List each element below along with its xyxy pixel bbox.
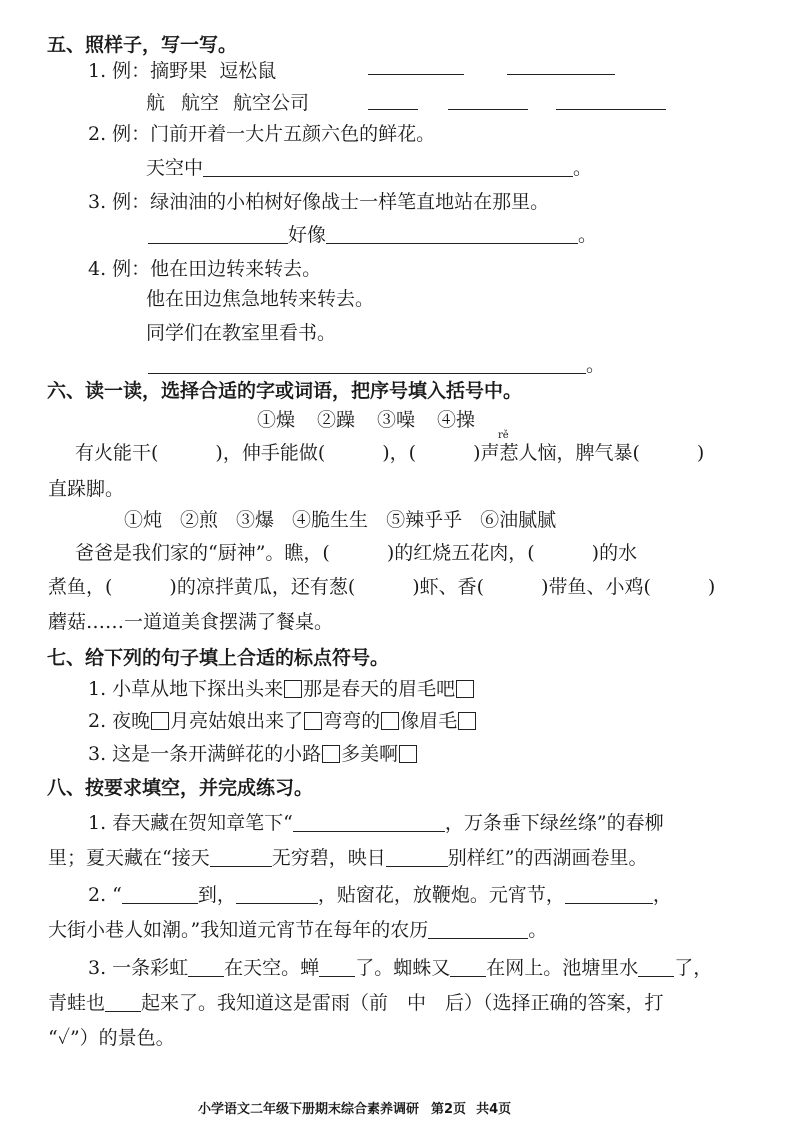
s5-q3-blank-2[interactable] <box>326 223 578 244</box>
s5-q4-example <box>88 256 321 282</box>
s6-option2-5: ⑤辣乎乎 <box>386 509 463 531</box>
s7-s1-part-a: 1. 小草从地下探出头来 <box>88 678 284 700</box>
s8-q3-part-c: 了。蜘蛛又 <box>355 957 451 979</box>
section-7-heading: 七、给下列的句子填上合适的标点符号。 <box>47 647 390 669</box>
s7-s1-box-1[interactable] <box>284 680 302 698</box>
s6-option2-3: ③爆 <box>236 509 275 531</box>
s8-q1-part-e: 别样红”的西湖画卷里。 <box>447 847 648 869</box>
s5-q4-line1: 他在田边转来转去。 <box>150 258 322 280</box>
s8-q2-line-1 <box>88 882 672 908</box>
s6-options-1 <box>257 407 475 433</box>
s8-q3-blank-4[interactable] <box>638 956 674 977</box>
s5-q1-example <box>88 58 276 84</box>
s5-q4-end: 。 <box>586 354 606 376</box>
s5-q2-end: 。 <box>573 157 593 179</box>
s5-q1-ex1: 摘野果 <box>150 60 208 82</box>
s5-q4-blank[interactable] <box>148 353 586 374</box>
s6-p1-re: 惹 <box>499 442 519 464</box>
s5-q1-label: 1. 例： <box>88 60 151 82</box>
s8-q1-blank-3[interactable] <box>386 846 448 867</box>
s8-q1-line-2 <box>48 845 647 871</box>
s5-q1-blank-4[interactable] <box>448 108 528 110</box>
s7-s3-part-b: 多美啊 <box>341 743 399 765</box>
s8-q1-part-c: 里；夏天藏在“接天 <box>48 847 210 869</box>
s6-p2-line-3: 蘑菇……一道道美食摆满了餐桌。 <box>48 611 334 633</box>
s5-q1-blank-3[interactable] <box>368 108 418 110</box>
s8-q2-part-f: 。 <box>528 919 548 941</box>
s8-q2-part-d: ， <box>652 884 672 906</box>
s8-q1-part-d: 无穷碧，映日 <box>271 847 386 869</box>
s5-q3-answer-line <box>148 222 597 248</box>
s8-q2-part-a: 2. “ <box>88 884 122 906</box>
s7-s2-part-d: 像眉毛 <box>400 710 458 732</box>
s6-p1-part-a: 有火能干( )，伸手能做( )，( )声 <box>75 442 500 464</box>
s5-q2-label: 2. 例： <box>88 123 151 145</box>
s5-q3-end: 。 <box>578 224 598 246</box>
s6-option2-1: ①炖 <box>124 509 163 531</box>
s5-q4-label: 4. 例： <box>88 258 151 280</box>
s6-option-4: ④操 <box>437 409 476 431</box>
s8-q3-part-f: 青蛙也 <box>48 992 106 1014</box>
s7-s2-part-c: 弯弯的 <box>323 710 381 732</box>
s6-p1-part-b: 人恼，脾气暴( ) <box>518 442 705 464</box>
s8-q3-part-g: 起来了。我知道这是雷雨（前 中 后）（选择正确的答案，打 <box>141 992 664 1014</box>
s6-option2-4: ④脆生生 <box>292 509 369 531</box>
s6-p2-line-2: 煮鱼，( )的凉拌黄瓜，还有葱( )虾、香( )带鱼、小鸡( ) <box>48 576 716 598</box>
s8-q2-line-2 <box>48 917 547 943</box>
footer-total: 共4页 <box>476 1102 512 1117</box>
s8-q2-part-c: ，贴窗花，放鞭炮。元宵节， <box>317 884 565 906</box>
s5-q2-text: 门前开着一大片五颜六色的鲜花。 <box>150 123 436 145</box>
s8-q1-part-b: ，万条垂下绿丝绦”的春柳 <box>444 812 664 834</box>
page-footer <box>198 1098 511 1117</box>
footer-title: 小学语文二年级下册期末综合素养调研 <box>198 1102 420 1117</box>
s8-q2-part-e: 大街小巷人如潮。”我知道元宵节在每年的农历 <box>48 919 429 941</box>
s5-q3-blank-1[interactable] <box>148 223 288 244</box>
s7-sentence-3 <box>88 741 418 767</box>
s8-q2-blank-1[interactable] <box>122 883 198 904</box>
s8-q3-part-a: 3. 一条彩虹 <box>88 957 189 979</box>
s8-q3-part-e: 了， <box>674 957 713 979</box>
s6-ruby-re: rě <box>498 430 509 441</box>
s5-q3-example <box>88 189 549 215</box>
s6-option-2: ②躁 <box>317 409 356 431</box>
s8-q1-blank-2[interactable] <box>210 846 272 867</box>
s8-q2-part-b: 到， <box>197 884 236 906</box>
s5-q4-line2: 他在田边焦急地转来转去。 <box>146 288 375 310</box>
s8-q3-part-b: 在天空。蝉 <box>224 957 320 979</box>
s7-s1-part-b: 那是春天的眉毛吧 <box>303 678 456 700</box>
s7-s3-box-1[interactable] <box>322 745 340 763</box>
s5-q1-ex2: 逗松鼠 <box>219 60 277 82</box>
s7-s3-part-a: 3. 这是一条开满鲜花的小路 <box>88 743 322 765</box>
s5-q1-blank-2[interactable] <box>507 73 615 75</box>
s8-q1-line-1 <box>88 810 664 836</box>
s5-q3-mid: 好像 <box>288 224 327 246</box>
s8-q3-blank-5[interactable] <box>105 991 141 1012</box>
s8-q2-blank-4[interactable] <box>428 918 528 939</box>
s8-q3-part-d: 在网上。池塘里水 <box>486 957 639 979</box>
s7-sentence-2 <box>88 708 477 734</box>
s5-q2-blank[interactable] <box>203 156 573 177</box>
s7-s2-box-2[interactable] <box>304 712 322 730</box>
s8-q3-blank-3[interactable] <box>450 956 486 977</box>
s8-q3-line-1 <box>88 955 712 981</box>
s8-q2-blank-3[interactable] <box>565 883 653 904</box>
s5-q1-row2c: 航空公司 <box>233 92 310 114</box>
s6-option-3: ③噪 <box>377 409 416 431</box>
section-8-heading: 八、按要求填空，并完成练习。 <box>47 777 314 799</box>
footer-page: 第2页 <box>431 1102 467 1117</box>
s6-paragraph-1 <box>75 440 704 466</box>
s7-s2-part-a: 2. 夜晚 <box>88 710 151 732</box>
s5-q1-blank-1[interactable] <box>368 73 464 75</box>
s6-p1-part-c: 直跺脚。 <box>48 478 125 500</box>
s8-q3-line-2 <box>48 990 664 1016</box>
s8-q1-blank-1[interactable] <box>293 811 445 832</box>
s5-q1-row2 <box>146 90 309 116</box>
s5-q1-blank-5[interactable] <box>556 108 666 110</box>
s6-option-1: ①燥 <box>257 409 296 431</box>
s8-q3-blank-1[interactable] <box>188 956 224 977</box>
s8-q3-line-3: “✓”）的景色。 <box>48 1027 175 1049</box>
s6-option2-2: ②煎 <box>180 509 219 531</box>
s5-q1-row2a: 航 <box>146 92 166 114</box>
s7-s2-box-3[interactable] <box>381 712 399 730</box>
s7-s1-box-2[interactable] <box>456 680 474 698</box>
s5-q4-answer-line <box>148 352 605 378</box>
s6-options-2 <box>124 507 556 533</box>
s5-q3-text: 绿油油的小柏树好像战士一样笔直地站在那里。 <box>150 191 550 213</box>
s8-q1-part-a: 1. 春天藏在贺知章笔下“ <box>88 812 293 834</box>
s5-q2-prompt: 天空中 <box>146 157 204 179</box>
s8-q3-blank-2[interactable] <box>319 956 355 977</box>
s7-sentence-1 <box>88 676 475 702</box>
s7-s2-part-b: 月亮姑娘出来了 <box>170 710 304 732</box>
s7-s3-box-2[interactable] <box>399 745 417 763</box>
s5-q2-example <box>88 121 435 147</box>
s5-q2-answer-line <box>146 155 592 181</box>
s6-p2-line-1: 爸爸是我们家的“厨神”。瞧，( )的红烧五花肉，( )的水 <box>75 542 638 564</box>
section-5-heading: 五、照样子，写一写。 <box>47 34 238 56</box>
section-6-heading: 六、读一读，选择合适的字或词语，把序号填入括号中。 <box>47 380 523 402</box>
s5-q3-label: 3. 例： <box>88 191 151 213</box>
s8-q2-blank-2[interactable] <box>236 883 318 904</box>
s7-s2-box-4[interactable] <box>458 712 476 730</box>
s5-q4-line3: 同学们在教室里看书。 <box>146 322 337 344</box>
s7-s2-box-1[interactable] <box>151 712 169 730</box>
s6-option2-6: ⑥油腻腻 <box>480 509 557 531</box>
s5-q1-row2b: 航空 <box>181 92 220 114</box>
